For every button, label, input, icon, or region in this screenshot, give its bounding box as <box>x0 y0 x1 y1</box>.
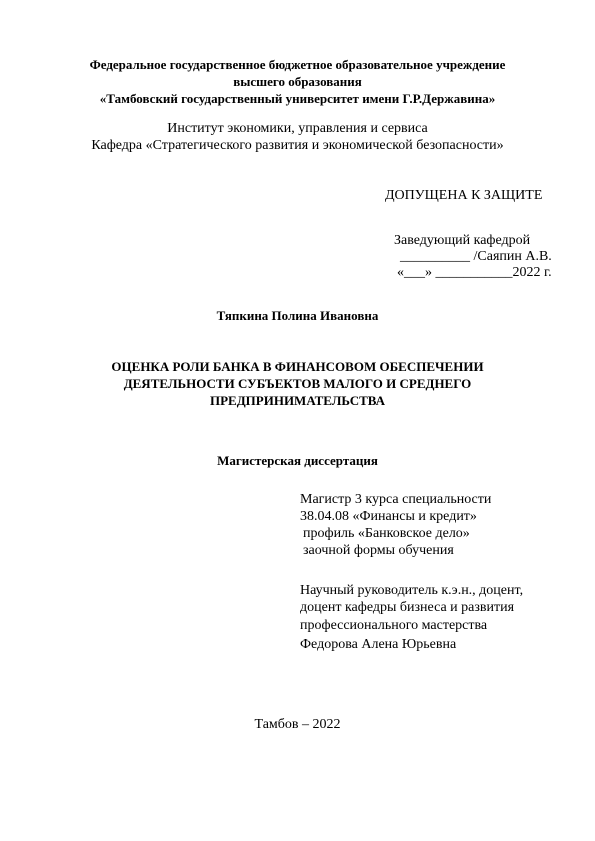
title-line-2: ДЕЯТЕЛЬНОСТИ СУБЪЕКТОВ МАЛОГО И СРЕДНЕГО <box>123 376 472 391</box>
supervisor-line-1: Научный руководитель к.э.н., доцент, <box>300 583 524 598</box>
approval-role: Заведующий кафедрой <box>394 233 531 248</box>
student-line-4: заочной формы обучения <box>303 543 454 558</box>
approval-date: «___» ___________2022 г. <box>397 265 552 280</box>
supervisor-line-2: доцент кафедры бизнеса и развития <box>300 600 515 615</box>
student-line-2: 38.04.08 «Финансы и кредит» <box>300 509 477 524</box>
header-line-1: Федеральное государственное бюджетное образовательное учреждение <box>89 57 506 72</box>
title-line-3: ПРЕДПРИНИМАТЕЛЬСТВА <box>210 393 385 408</box>
title-line-1: ОЦЕНКА РОЛИ БАНКА В ФИНАНСОВОМ ОБЕСПЕЧЕНИИ <box>111 359 484 374</box>
city-year: Тамбов – 2022 <box>254 717 341 732</box>
author-name: Тяпкина Полина Ивановна <box>216 308 379 323</box>
institute-name: Институт экономики, управления и сервиса <box>167 121 428 136</box>
university-header <box>0 56 595 107</box>
approval-heading: ДОПУЩЕНА К ЗАЩИТЕ <box>385 188 543 203</box>
institute-block <box>0 120 595 154</box>
approval-signature: __________ /Саяпин А.В. <box>400 249 552 264</box>
supervisor-line-4: Федорова Алена Юрьевна <box>300 637 457 652</box>
work-type: Магистерская диссертация <box>217 453 378 468</box>
student-line-1: Магистр 3 курса специальности <box>300 492 492 507</box>
student-line-3: профиль «Банковское дело» <box>303 526 470 541</box>
thesis-title <box>0 358 595 409</box>
supervisor-line-3: профессионального мастерства <box>300 618 488 633</box>
header-line-2: высшего образования <box>233 74 362 89</box>
department-name: Кафедра «Стратегического развития и экономической безопасности» <box>91 138 504 153</box>
header-line-3: «Тамбовский государственный университет имени Г.Р.Державина» <box>99 91 496 106</box>
